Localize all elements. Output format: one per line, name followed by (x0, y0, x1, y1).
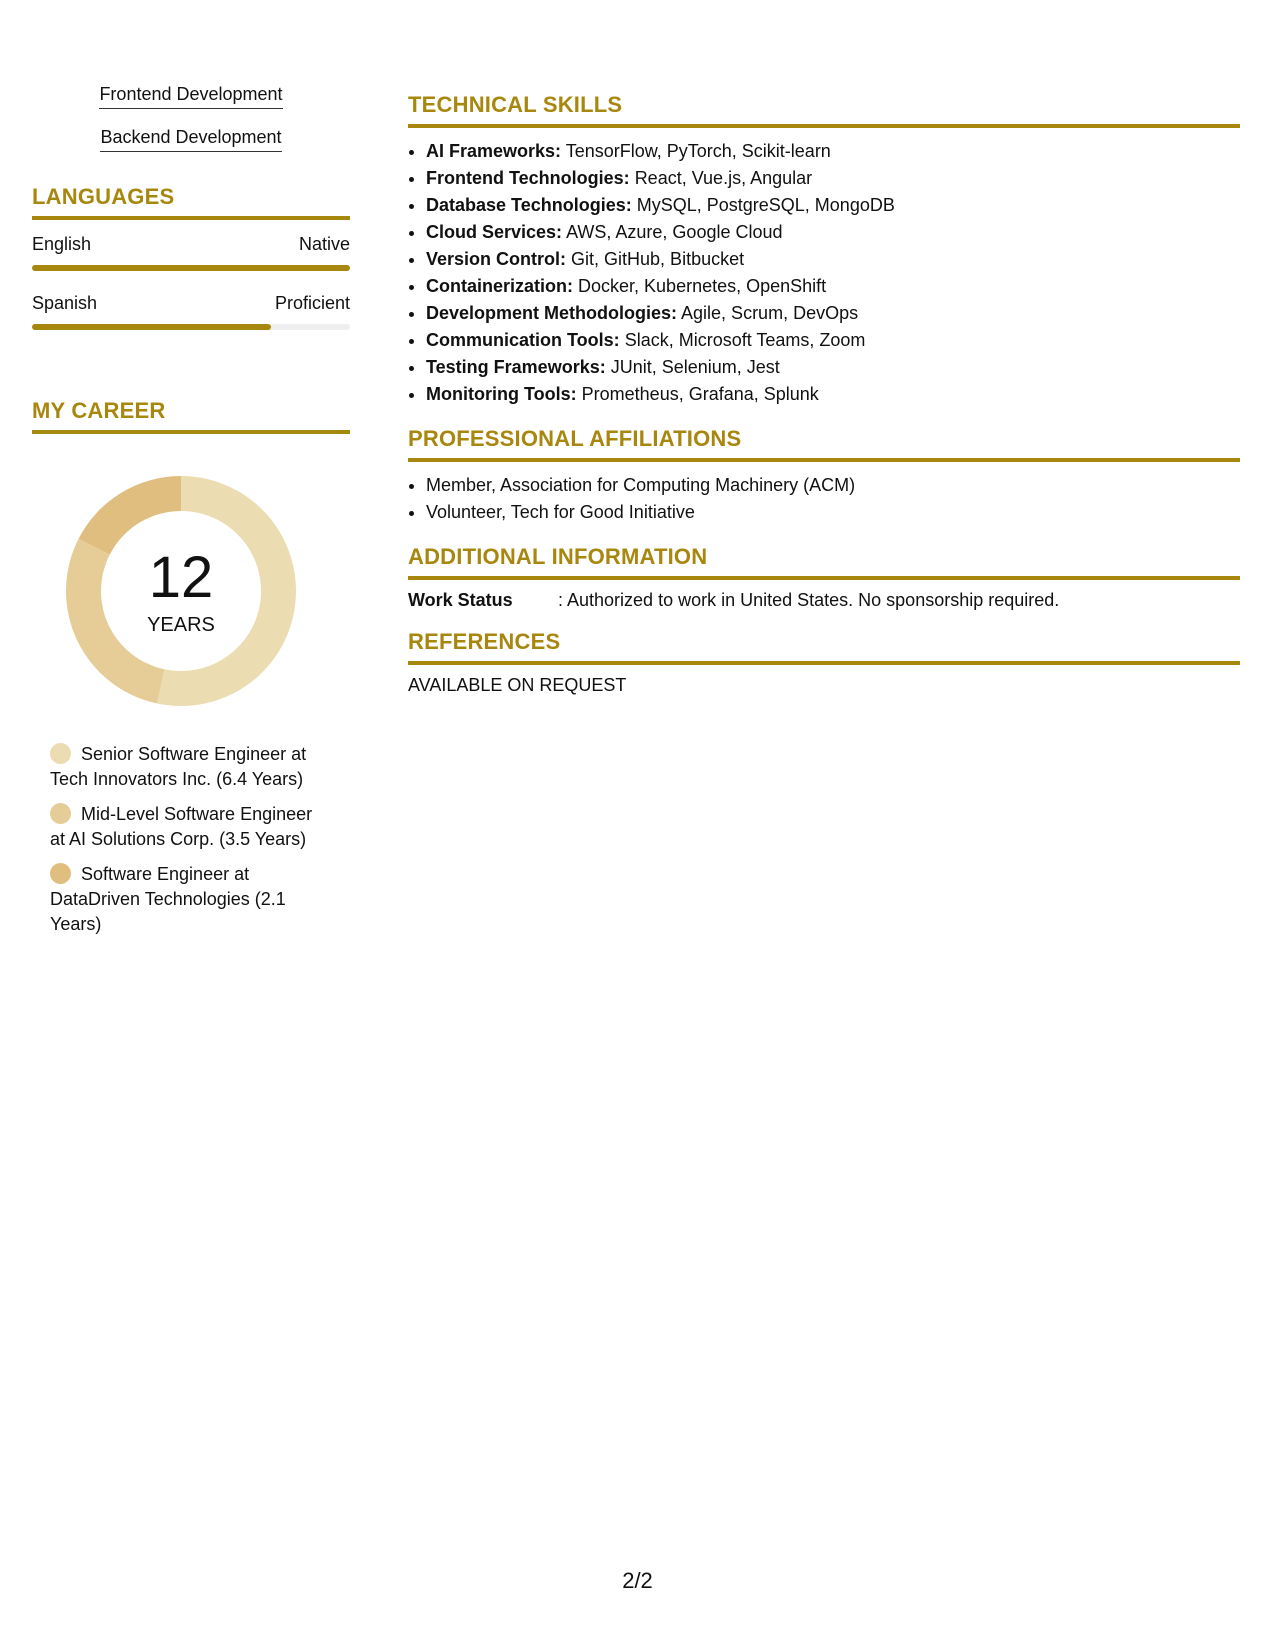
career-legend-item (50, 742, 330, 792)
language-item (32, 234, 350, 271)
skill-value: AWS, Azure, Google Cloud (566, 222, 783, 242)
career-donut-chart (66, 476, 296, 706)
skill-label: Development Methodologies: (426, 303, 678, 323)
career-total-years: 12 (148, 545, 214, 610)
language-bar (32, 324, 350, 330)
language-bar-fill (32, 265, 350, 271)
skill-label: Database Technologies: (426, 195, 632, 215)
work-status-value: : Authorized to work in United States. No sponsorship required. (558, 590, 1060, 610)
career-legend (32, 742, 350, 937)
skill-value: Docker, Kubernetes, OpenShift (578, 276, 827, 296)
skill-value: Prometheus, Grafana, Splunk (581, 384, 819, 404)
language-name: Spanish (32, 293, 98, 313)
language-level: Proficient (274, 293, 350, 313)
career-total-unit: YEARS (147, 614, 215, 636)
skill-value: TensorFlow, PyTorch, Scikit-learn (565, 141, 831, 161)
skill-value: Slack, Microsoft Teams, Zoom (624, 330, 866, 350)
career-legend-label: Senior Software Engineer at Tech Innovators Inc. (6.4 Years) (50, 744, 307, 789)
language-name: English (32, 234, 92, 254)
skill-item (426, 192, 1240, 219)
career-title: MY CAREER (32, 398, 350, 434)
technical-skills-section (408, 92, 1240, 408)
language-item (32, 293, 350, 330)
career-legend-item (50, 802, 330, 852)
technical-skills-title: TECHNICAL SKILLS (408, 92, 1240, 128)
page-number: 2/2 (622, 1568, 653, 1593)
legend-dot (50, 743, 71, 764)
skill-label: Communication Tools: (426, 330, 620, 350)
skill-label: Containerization: (426, 276, 573, 296)
references-section (408, 629, 1240, 696)
legend-dot (50, 803, 71, 824)
career-legend-label: Mid-Level Software Engineer at AI Solutions Corp. (3.5 Years) (50, 804, 313, 849)
additional-info-title: ADDITIONAL INFORMATION (408, 544, 1240, 580)
affiliations-section (408, 426, 1240, 526)
skill-item (426, 354, 1240, 381)
skill-label: Version Control: (426, 249, 567, 269)
technical-skills-list (408, 138, 1240, 408)
references-text: AVAILABLE ON REQUEST (408, 675, 627, 695)
skill-value: Agile, Scrum, DevOps (681, 303, 859, 323)
work-status-label: Work Status (408, 590, 513, 610)
skill-value: Git, GitHub, Bitbucket (571, 249, 745, 269)
language-level: Native (298, 234, 350, 254)
career-section (32, 398, 350, 937)
main-content (408, 92, 1240, 696)
languages-title: LANGUAGES (32, 184, 350, 220)
additional-info-section (408, 544, 1240, 611)
affiliations-title: PROFESSIONAL AFFILIATIONS (408, 426, 1240, 462)
skill-label: Cloud Services: (426, 222, 563, 242)
affiliation-item: • Member, Association for Computing Machinery (ACM) (426, 472, 1240, 499)
affiliation-item: • Volunteer, Tech for Good Initiative (426, 499, 1240, 526)
skill-value: React, Vue.js, Angular (634, 168, 813, 188)
references-title: REFERENCES (408, 629, 1240, 665)
skill-item (426, 138, 1240, 165)
skill-item (426, 327, 1240, 354)
skill-label: Frontend Technologies: (426, 168, 630, 188)
skill-tag-frontend: Frontend Development (99, 84, 282, 109)
languages-section (32, 184, 350, 330)
skill-item (426, 273, 1240, 300)
skill-item (426, 246, 1240, 273)
sidebar (32, 84, 350, 947)
skill-item (426, 381, 1240, 408)
skill-item (426, 300, 1240, 327)
language-bar (32, 265, 350, 271)
work-status-row (408, 590, 1240, 611)
skill-label: Testing Frameworks: (426, 357, 606, 377)
language-bar-fill (32, 324, 271, 330)
skill-value: MySQL, PostgreSQL, MongoDB (636, 195, 895, 215)
skill-item (426, 219, 1240, 246)
legend-dot (50, 863, 71, 884)
career-legend-label: Software Engineer at DataDriven Technologies (2.1 Years) (50, 864, 286, 934)
skill-label: AI Frameworks: (426, 141, 562, 161)
skill-value: JUnit, Selenium, Jest (610, 357, 780, 377)
affiliations-list (408, 472, 1240, 526)
career-legend-item (50, 862, 330, 937)
skill-label: Monitoring Tools: (426, 384, 577, 404)
skill-tag-backend: Backend Development (100, 127, 281, 152)
skill-item (426, 165, 1240, 192)
